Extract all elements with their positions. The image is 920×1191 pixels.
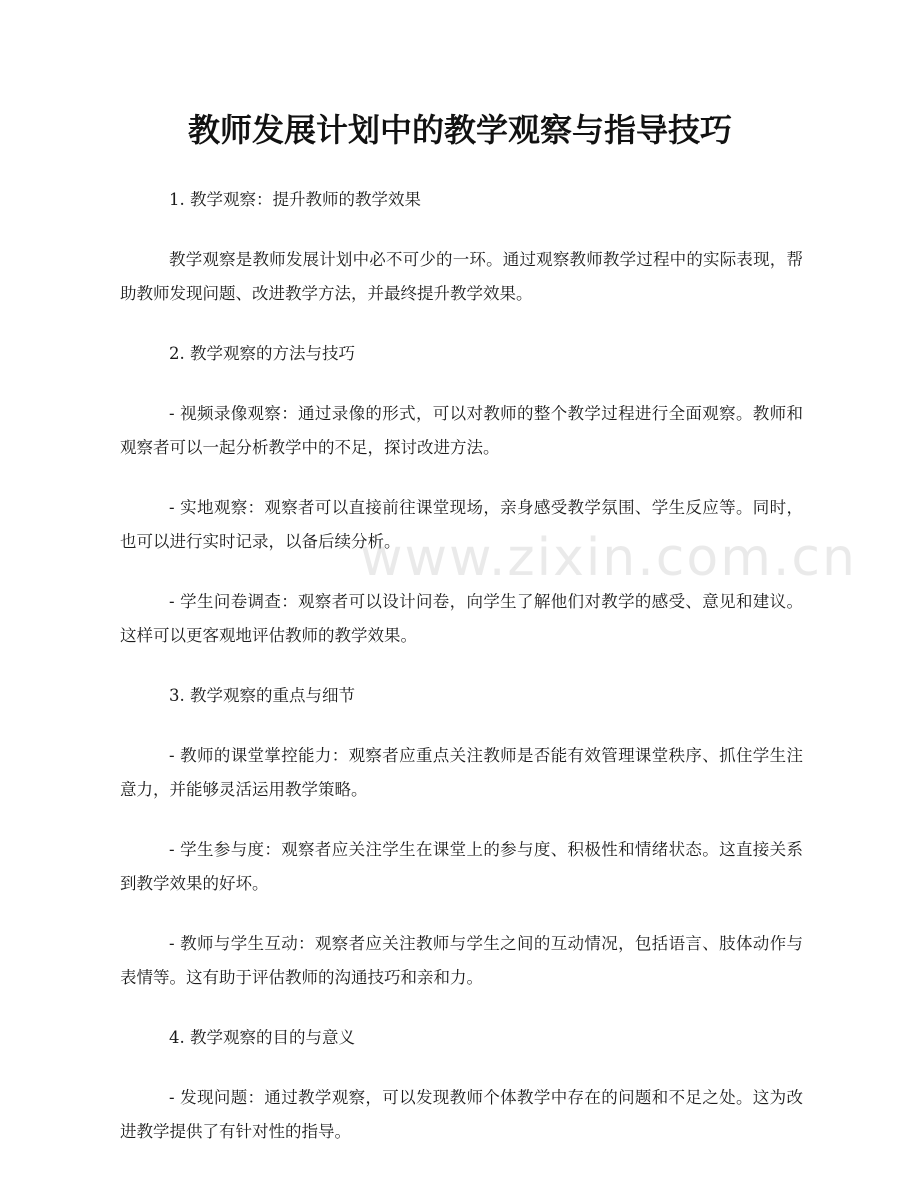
section-heading: 2. 教学观察的方法与技巧 (169, 344, 355, 363)
list-item: - 实地观察：观察者可以直接前往课堂现场，亲身感受教学氛围、学生反应等。同时，也可以进行实时记录，以备后续分析。 (120, 498, 803, 551)
list-item: - 学生问卷调查：观察者可以设计问卷，向学生了解他们对教学的感受、意见和建议。这样可以更客观地评估教师的教学效果。 (120, 592, 803, 645)
section-heading: 3. 教学观察的重点与细节 (169, 686, 355, 705)
document-title: 教师发展计划中的教学观察与指导技巧 (187, 111, 732, 149)
list-item: - 学生参与度：观察者应关注学生在课堂上的参与度、积极性和情绪状态。这直接关系到教学效果的好坏。 (120, 840, 803, 893)
document-body (120, 183, 803, 1175)
watermark: www.zixin.com.cn (360, 528, 857, 588)
paragraph: 教学观察是教师发展计划中必不可少的一环。通过观察教师教学过程中的实际表现，帮助教师发现问题、改进教学方法，并最终提升教学效果。 (120, 250, 803, 303)
list-item: - 教师与学生互动：观察者应关注教师与学生之间的互动情况，包括语言、肢体动作与表情等。这有助于评估教师的沟通技巧和亲和力。 (120, 934, 803, 987)
list-item: - 教师的课堂掌控能力：观察者应重点关注教师是否能有效管理课堂秩序、抓住学生注意力，并能够灵活运用教学策略。 (120, 746, 803, 799)
section-heading: 1. 教学观察：提升教师的教学效果 (169, 190, 421, 209)
list-item: - 视频录像观察：通过录像的形式，可以对教师的整个教学过程进行全面观察。教师和观察者可以一起分析教学中的不足，探讨改进方法。 (120, 404, 803, 457)
section-heading: 4. 教学观察的目的与意义 (169, 1028, 355, 1047)
list-item: - 发现问题：通过教学观察，可以发现教师个体教学中存在的问题和不足之处。这为改进教学提供了有针对性的指导。 (120, 1088, 803, 1141)
